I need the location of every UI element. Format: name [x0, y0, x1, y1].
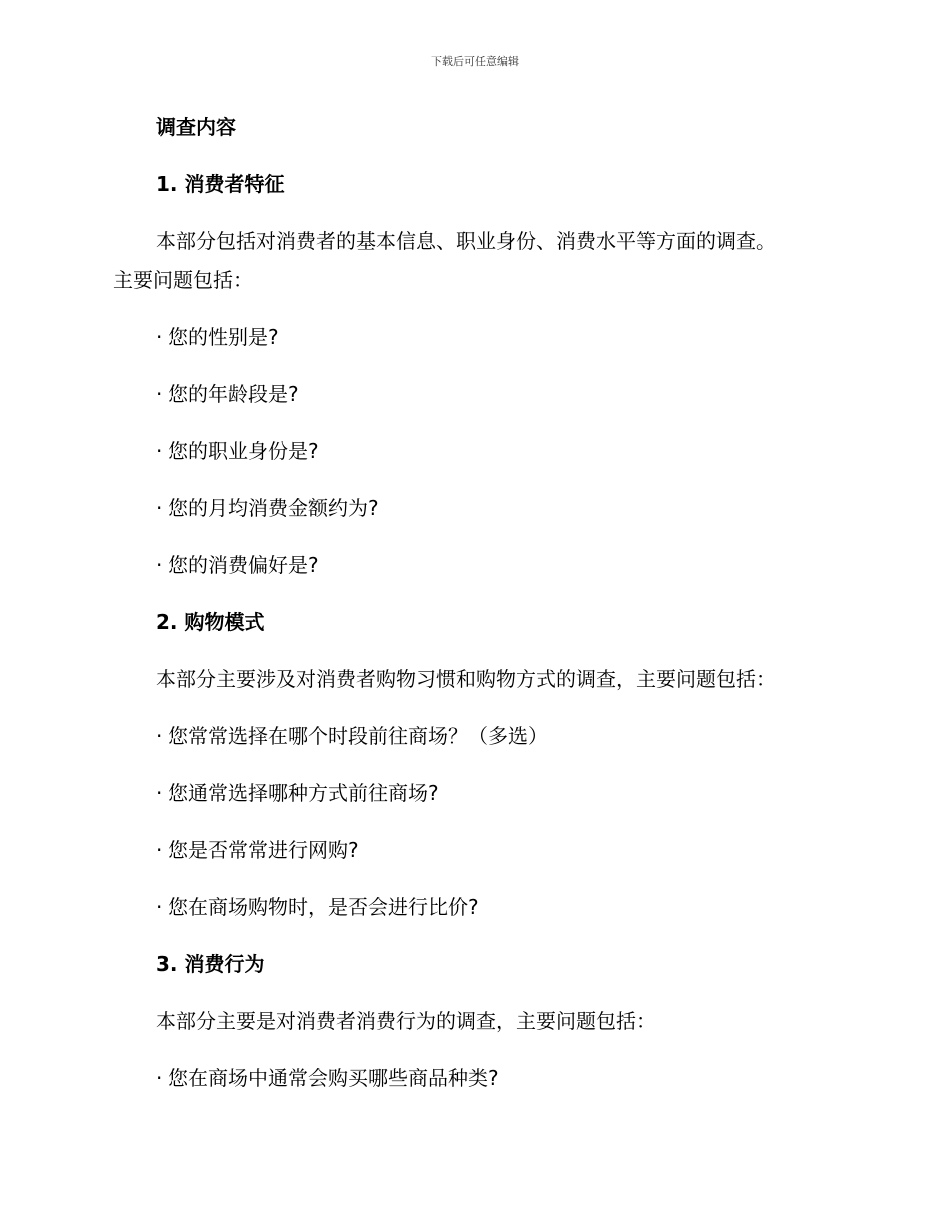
- bullet-marker: ·: [156, 325, 163, 349]
- list-item-text: 您通常选择哪种方式前往商场?: [168, 781, 439, 805]
- list-item-text: 您的职业身份是?: [168, 439, 319, 463]
- list-item-text: 您常常选择在哪个时段前往商场？（多选）: [168, 724, 548, 748]
- bullet-marker: ·: [156, 724, 163, 748]
- document-title: 调查内容: [156, 115, 236, 139]
- section-intro-2: [113, 664, 833, 694]
- section-intro-1-line2: 主要问题包括：: [113, 268, 253, 292]
- bullet-marker: ·: [156, 553, 163, 577]
- list-item: [113, 835, 833, 865]
- section-heading-1: 1. 消费者特征: [156, 172, 285, 196]
- bullet-marker: ·: [156, 382, 163, 406]
- section-intro-3-line1: 本部分主要是对消费者消费行为的调查，主要问题包括：: [156, 1009, 656, 1033]
- section-intro-3: [113, 1006, 833, 1036]
- section-intro-1: [113, 226, 833, 295]
- section-intro-1-line1: 本部分包括对消费者的基本信息、职业身份、消费水平等方面的调查。: [156, 229, 776, 253]
- bullet-marker: ·: [156, 895, 163, 919]
- header-note: 下载后可任意编辑: [431, 55, 519, 68]
- bullet-marker: ·: [156, 838, 163, 862]
- list-item-text: 您是否常常进行网购?: [168, 838, 359, 862]
- list-item: [113, 721, 833, 751]
- list-item-text: 您的月均消费金额约为?: [168, 496, 379, 520]
- section-heading-3: 3. 消费行为: [156, 952, 265, 976]
- bullet-marker: ·: [156, 496, 163, 520]
- section-heading-2: 2. 购物模式: [156, 610, 265, 634]
- list-item: [113, 1063, 833, 1093]
- list-item: [113, 550, 833, 580]
- list-item: [113, 379, 833, 409]
- section-intro-2-line1: 本部分主要涉及对消费者购物习惯和购物方式的调查，主要问题包括：: [156, 667, 776, 691]
- bullet-marker: ·: [156, 439, 163, 463]
- list-item: [113, 493, 833, 523]
- list-item-text: 您在商场购物时，是否会进行比价?: [168, 895, 479, 919]
- list-item-text: 您的年龄段是?: [168, 382, 299, 406]
- bullet-marker: ·: [156, 781, 163, 805]
- list-item-text: 您的性别是?: [168, 325, 279, 349]
- list-item: [113, 778, 833, 808]
- list-item: [113, 436, 833, 466]
- list-item-text: 您在商场中通常会购买哪些商品种类?: [168, 1066, 499, 1090]
- document-body: [113, 112, 833, 1120]
- list-item-text: 您的消费偏好是?: [168, 553, 319, 577]
- bullet-marker: ·: [156, 1066, 163, 1090]
- list-item: [113, 892, 833, 922]
- list-item: [113, 322, 833, 352]
